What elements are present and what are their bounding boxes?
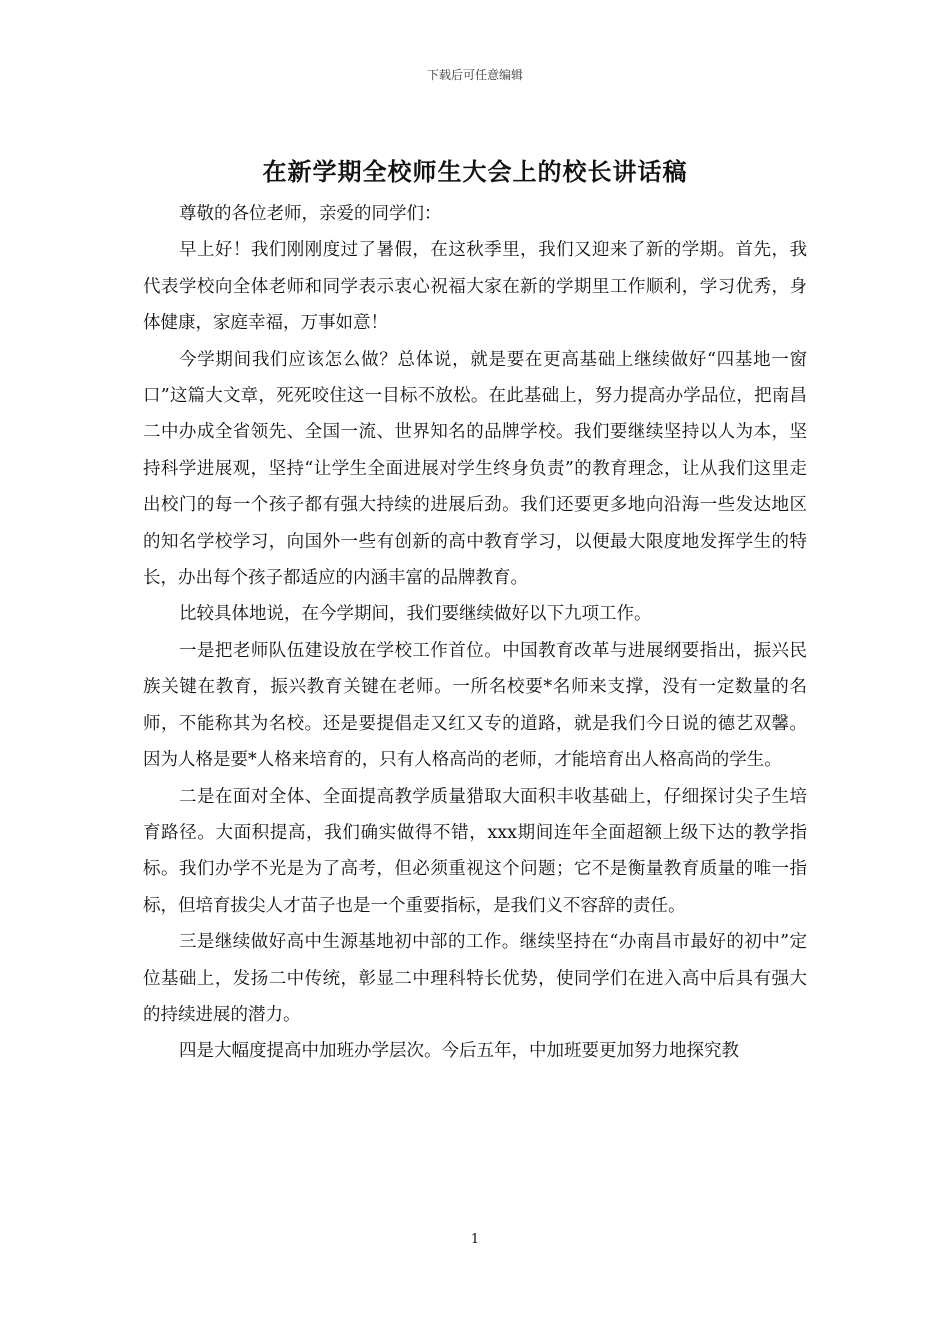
paragraph-greeting: 早上好！我们刚刚度过了暑假，在这秋季里，我们又迎来了新的学期。首先，我代表学校向全体老师和同学表示衷心祝福大家在新的学期里工作顺利，学习优秀，身体健康，家庭幸福，万事如意！: [143, 240, 807, 334]
paragraph-overview: 今学期间我们应该怎么做？总体说，就是要在更高基础上继续做好“四基地一窗口”这篇大文章，死死咬住这一目标不放松。在此基础上，努力提高办学品位，把南昌二中办成全省领先、全国一流、世界知名的品牌学校。我们要继续坚持以人为本，坚持科学进展观，坚持“让学生全面进展对学生终身负责”的教育理念，让从我们这里走出校门的每一个孩子都有强大持续的进展后劲。我们还要更多地向沿海一些发达地区的知名学校学习，向国外一些有创新的高中教育学习，以便最大限度地发挥学生的特长，办出每个孩子都适应的内涵丰富的品牌教育。: [143, 349, 807, 589]
document-body: [143, 196, 807, 1070]
header-note: 下载后可任意编辑: [426, 68, 523, 82]
paragraph-tasks-intro: 比较具体地说，在今学期间，我们要继续做好以下九项工作。: [179, 604, 652, 625]
paragraph-task-four: 四是大幅度提高中加班办学层次。今后五年，中加班要更加努力地探究教: [179, 1041, 739, 1062]
paragraph-task-one: 一是把老师队伍建设放在学校工作首位。中国教育改革与进展纲要指出，振兴民族关键在教育，振兴教育关键在老师。一所名校要*名师来支撑，没有一定数量的名师，不能称其为名校。还是要提倡走又红又专的道路，就是我们今日说的德艺双馨。因为人格是要*人格来培育的，只有人格高尚的老师，才能培育出人格高尚的学生。: [143, 640, 807, 771]
paragraph-task-two: 二是在面对全体、全面提高教学质量猎取大面积丰收基础上，仔细探讨尖子生培育路径。大面积提高，我们确实做得不错，xxx期间连年全面超额上级下达的教学指标。我们办学不光是为了高考，但必须重视这个问题；它不是衡量教育质量的唯一指标，但培育拔尖人才苗子也是一个重要指标，是我们义不容辞的责任。: [143, 786, 807, 916]
paragraph-salutation: 尊敬的各位老师，亲爱的同学们：: [179, 204, 442, 224]
paragraph-task-three: 三是继续做好高中生源基地初中部的工作。继续坚持在“办南昌市最好的初中”定位基础上，发扬二中传统，彰显二中理科特长优势，使同学们在进入高中后具有强大的持续进展的潜力。: [143, 932, 807, 1025]
page-number: 1: [470, 1232, 480, 1247]
document-title: 在新学期全校师生大会上的校长讲话稿: [262, 158, 688, 186]
